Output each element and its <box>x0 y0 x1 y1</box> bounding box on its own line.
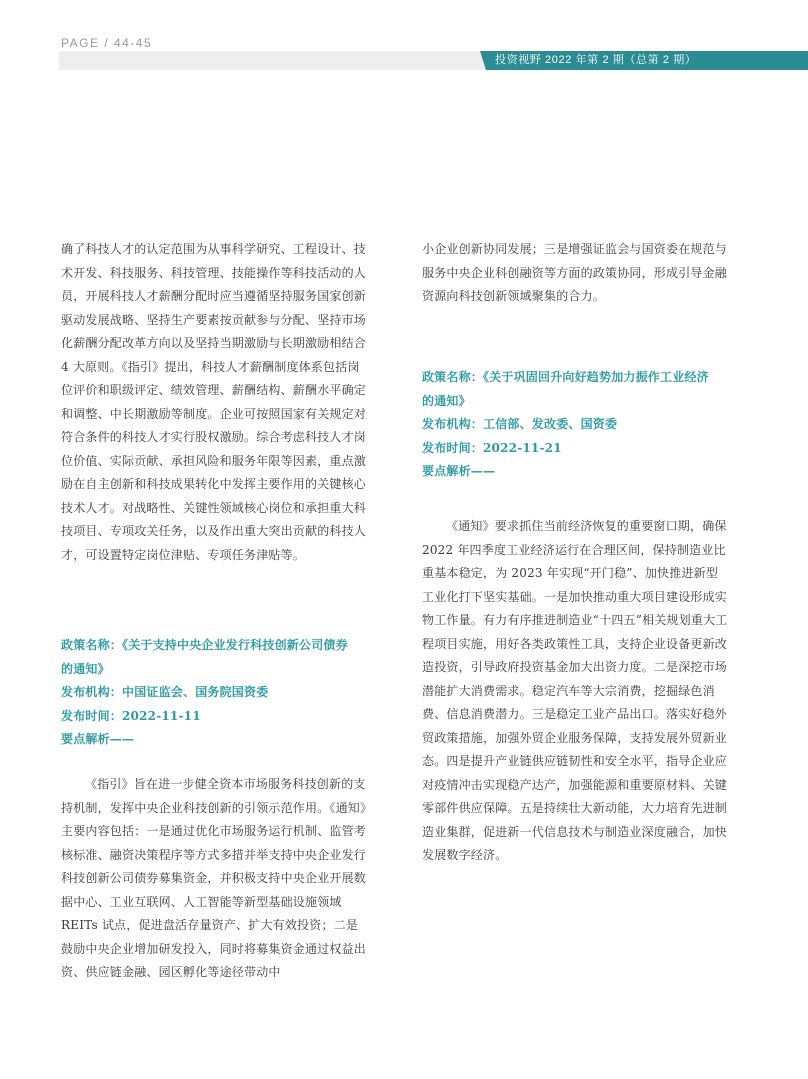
right-policy-meta <box>422 366 742 484</box>
right-policy-agency: 发布机构：工信部、发改委、国资委 <box>422 417 618 431</box>
left-policy-name-line1: 政策名称：《关于支持中央企业发行科技创新公司债券 <box>61 638 348 652</box>
left-body-text: 《指引》旨在进一步健全资本市场服务科技创新的支持机制，发挥中央企业科技创新的引领示范作用。《通知》主要内容包括：一是通过优化市场服务运行机制、监管考核标准、融资决策程序等方式多措并举支持中央企业发行科技创新公司债券募集资金，并积极支持中央企业开展数据中心、工业互联网、人工智能等新型基础设施领域 REITs 试点，促进盘活存量资产、扩大有效投资；二是鼓励中央企业增加研发投入，同时将募集资金通过权益出资、供应链金融、园区孵化等途径带动中 <box>61 777 367 979</box>
left-intro-paragraph <box>61 238 367 567</box>
left-policy-key-points: 要点解析—— <box>61 732 135 746</box>
left-policy-agency: 发布机构：中国证监会、国务院国资委 <box>61 685 269 699</box>
right-policy-date: 发布时间：2022-11-21 <box>422 440 562 455</box>
page-number: PAGE / 44-45 <box>61 36 153 50</box>
right-policy-name-line1: 政策名称：《关于巩固回升向好趋势加力振作工业经济 <box>422 370 709 384</box>
left-policy-meta <box>61 634 381 752</box>
left-policy-date: 发布时间：2022-11-11 <box>61 708 201 723</box>
right-policy-name-line2: 的通知》 <box>422 393 471 408</box>
left-policy-name-line2: 的通知》 <box>61 661 110 676</box>
left-intro-text: 确了科技人才的认定范围为从事科学研究、工程设计、技术开发、科技服务、科技管理、技能操作等科技活动的人员，开展科技人才薪酬分配时应当遵循坚持服务国家创新驱动发展战略、坚持生产要素按贡献参与分配、坚持市场化薪酬分配改革方向以及坚持当期激励与长期激励相结合 4 大原则。《指引》提出，科技人才薪酬制度体系包括岗位评价和职级评定、绩效管理、薪酬结构、薪酬水平确定和调整、中长期激励等制度。企业可按照国家有关规定对符合条件的科技人才实行股权激励。综合考虑科技人才岗位价值、实际贡献、承担风险和服务年限等因素，重点激励在自主创新和科技成果转化中发挥主要作用的关键核心技术人才。对战略性、关键性领域核心岗位和承担重大科技项目、专项攻关任务，以及作出重大突出贡献的科技人才，可设置特定岗位津贴、专项任务津贴等。 <box>61 242 367 562</box>
right-policy-key-points: 要点解析—— <box>422 464 496 478</box>
right-body-paragraph <box>422 515 728 868</box>
right-body-text: 《通知》要求抓住当前经济恢复的重要窗口期，确保 2022 年四季度工业经济运行在合理区间，保持制造业比重基本稳定，为 2023 年实现“开门稳”、加快推进新型工业化打下坚实基础。一是加快推动重大项目建设形成实物工作量。有力有序推进制造业“十四五”相关规划重大工程项目实施，用好各类政策性工具，支持企业设备更新改造投资，引导政府投资基金加大出资力度。二是深挖市场潜能扩大消费需求。稳定汽车等大宗消费，挖掘绿色消费、信息消费潜力。三是稳定工业产品出口。落实好稳外贸政策措施，加强外贸企业服务保障，支持发展外贸新业态。四是提升产业链供应链韧性和安全水平，指导企业应对疫情冲击实现稳产达产，加强能源和重要原材料、关键零部件供应保障。五是持续壮大新动能，大力培育先进制造业集群，促进新一代信息技术与制造业深度融合，加快发展数字经济。 <box>422 519 728 862</box>
right-intro-text: 小企业创新协同发展；三是增强证监会与国资委在规范与服务中央企业科创融资等方面的政策协同，形成引导金融资源向科技创新领域聚集的合力。 <box>422 242 728 303</box>
right-intro-paragraph <box>422 238 728 309</box>
journal-title: 投资视野 2022 年第 2 期（总第 2 期） <box>495 54 697 66</box>
left-body-paragraph <box>61 773 367 985</box>
